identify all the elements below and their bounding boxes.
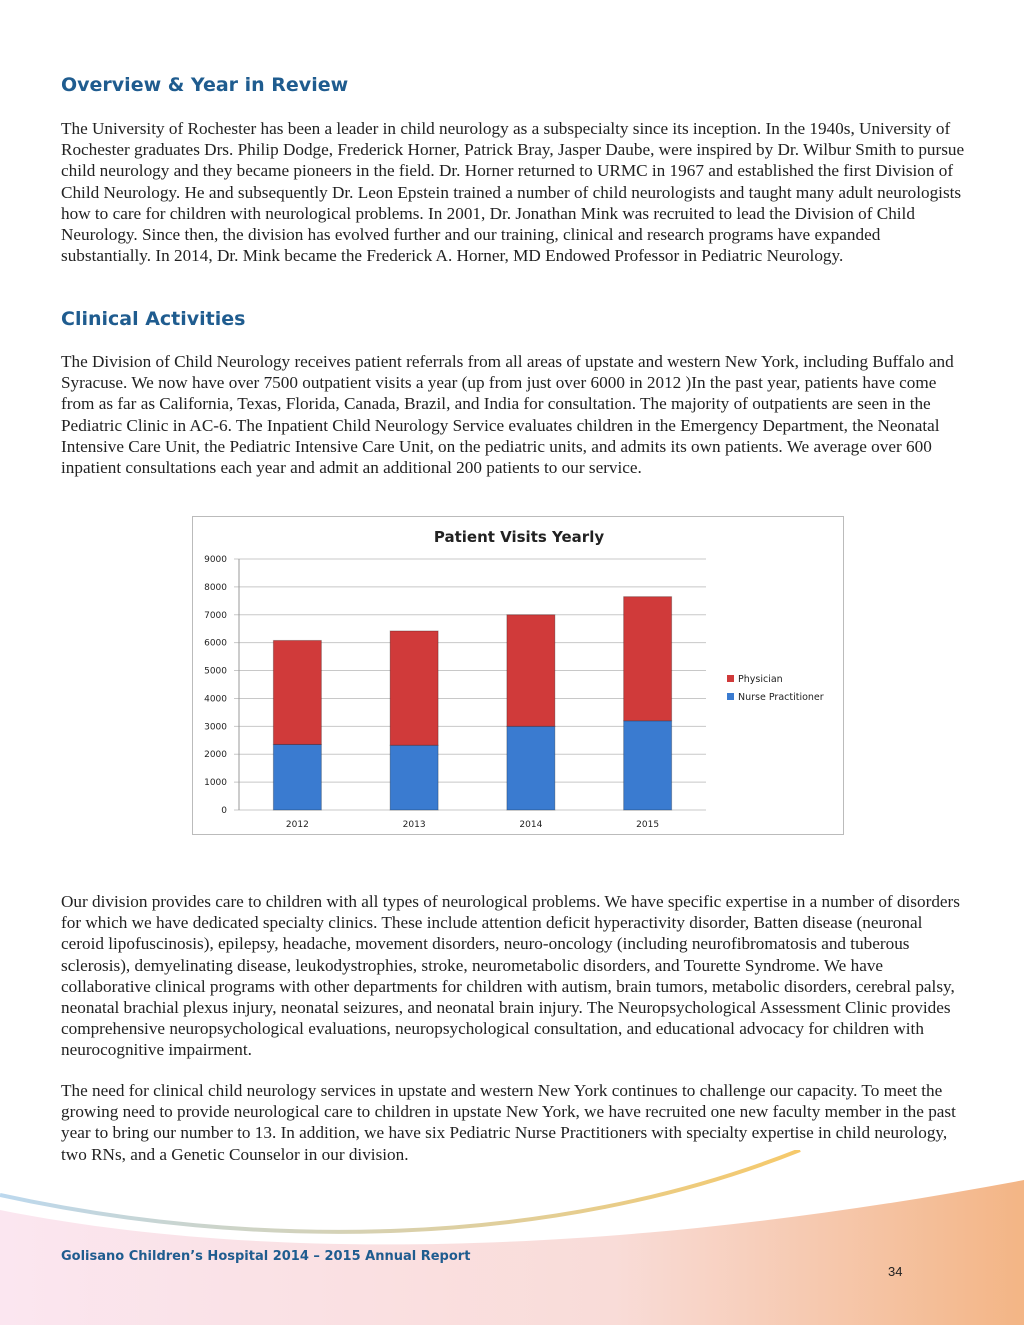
clinical-paragraph: The Division of Child Neurology receives patient referrals from all areas of upstate and western New York, including Buffalo and Syracuse. We now have over 7500 outpatient visits a year (up from just over 6000 in 2012 )In the past year, patients have come from as far as California, Texas, Florida, Canada, Brazil, and India for consultation. The majority of outpatients are seen in the Pediatric Clinic in AC-6. The Inpatient Child Neurology Service evaluates children in the Emergency Department, the Neonatal Intensive Care Unit, the Pediatric Intensive Care Unit, on the pediatric units, and admits its own patients. We average over 600 inpatient consultations each year and admit an additional 200 patients to our service. [61, 352, 954, 478]
y-tick-label: 4000 [204, 694, 227, 705]
y-tick-label: 2000 [204, 750, 227, 761]
footer-title: Golisano Children’s Hospital 2014 – 2015 Annual Report [61, 1249, 471, 1264]
legend-swatch [727, 693, 734, 700]
y-tick-label: 9000 [204, 555, 227, 565]
chart-title: Patient Visits Yearly [433, 528, 605, 546]
y-tick-label: 3000 [204, 722, 227, 733]
bar-nurse-practitioner [390, 745, 438, 810]
y-tick-label: 1000 [204, 778, 227, 789]
clinical-heading: Clinical Activities [61, 308, 246, 330]
bar-physician [273, 640, 321, 744]
x-tick-label: 2014 [519, 820, 543, 830]
bar-nurse-practitioner [507, 726, 555, 810]
bar-physician [507, 615, 555, 727]
bar-physician [390, 631, 438, 745]
page-number: 34 [888, 1264, 903, 1279]
x-tick-label: 2015 [636, 820, 660, 830]
y-tick-label: 6000 [204, 638, 227, 649]
y-tick-label: 5000 [204, 666, 227, 677]
overview-heading: Overview & Year in Review [61, 74, 349, 96]
patient-visits-chart [192, 516, 844, 835]
bar-nurse-practitioner [273, 744, 321, 810]
legend-swatch [727, 675, 734, 682]
legend-label: Physician [738, 674, 783, 685]
overview-paragraph: The University of Rochester has been a leader in child neurology as a subspecialty since its inception. In the 1940s, University of Rochester graduates Drs. Philip Dodge, Frederick Horner, Patrick Bray, Jasper Daube, were inspired by Dr. Wilbur Smith to pursue child neurology and they became pioneers in the field. Dr. Horner returned to URMC in 1967 and established the first Division of Child Neurology. He and subsequently Dr. Leon Epstein trained a number of child neurologists and taught many adult neurologists how to care for children with neurological problems. In 2001, Dr. Jonathan Mink was recruited to lead the Division of Child Neurology. Since then, the division has evolved further and our training, clinical and research programs have expanded substantially. In 2014, Dr. Mink became the Frederick A. Horner, MD Endowed Professor in Pediatric Neurology. [61, 119, 965, 266]
disorders-paragraph: Our division provides care to children with all types of neurological problems. We have specific expertise in a number of disorders for which we have dedicated specialty clinics. These include attention deficit hyperactivity disorder, Batten disease (neuronal ceroid lipofuscinosis), epilepsy, headache, movement disorders, neuro-oncology (including neurofibromatosis and tuberous sclerosis), demyelinating disease, leukodystrophies, stroke, neurometabolic disorders, and Tourette Syndrome. We have collaborative clinical programs with other departments for children with autism, brain tumors, metabolic disorders, cerebral palsy, neonatal brachial plexus injury, neonatal seizures, and neonatal brain injury. The Neuropsychological Assessment Clinic provides comprehensive neuropsychological evaluations, neuropsychological consultation, and educational advocacy for children with neurocognitive impairment. [61, 892, 960, 1060]
capacity-paragraph: The need for clinical child neurology services in upstate and western New York continues to challenge our capacity. To meet the growing need to provide neurological care to children in upstate New York, we have recruited one new faculty member in the past year to bring our number to 13. In addition, we have six Pediatric Nurse Practitioners with specialty expertise in child neurology, two RNs, and a Genetic Counselor in our division. [61, 1081, 956, 1164]
y-tick-label: 7000 [204, 610, 227, 621]
x-tick-label: 2013 [402, 820, 426, 830]
footer-decoration [0, 1150, 1024, 1325]
y-tick-label: 0 [221, 806, 227, 816]
legend-label: Nurse Practitioner [738, 692, 824, 703]
chart-svg [193, 517, 843, 834]
bar-nurse-practitioner [624, 721, 672, 810]
x-tick-label: 2012 [285, 820, 309, 830]
y-tick-label: 8000 [204, 582, 227, 593]
bar-physician [624, 597, 672, 721]
